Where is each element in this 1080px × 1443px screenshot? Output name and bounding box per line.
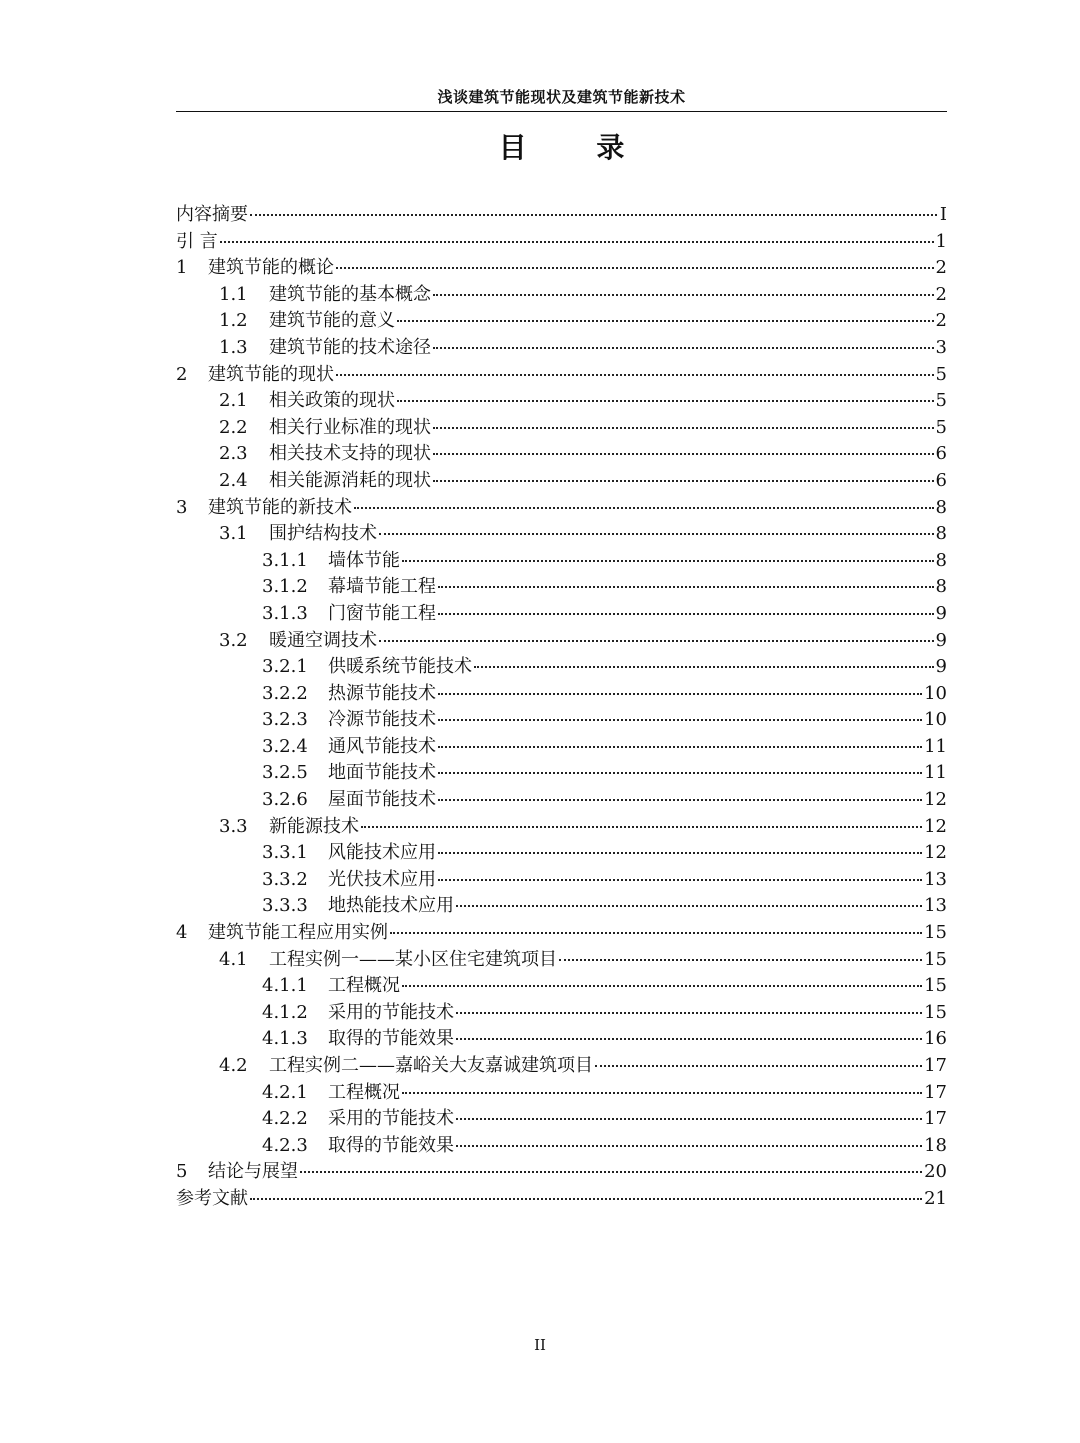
toc-entry-label: 相关行业标准的现状 xyxy=(269,416,431,438)
toc-leader-dots xyxy=(456,904,922,907)
toc-entry[interactable] xyxy=(176,441,947,468)
toc-entry-page: 8 xyxy=(935,523,947,545)
toc-leader-dots xyxy=(438,878,922,881)
toc-entry[interactable] xyxy=(176,760,947,787)
toc-entry[interactable] xyxy=(176,920,947,947)
toc-entry-label: 幕墙节能工程 xyxy=(328,576,436,598)
toc-entry-label: 工程概况 xyxy=(328,1081,400,1103)
toc-entry-page: 6 xyxy=(935,469,947,491)
toc-entry-number: 1.3 xyxy=(219,336,248,358)
toc-entry-number: 3.2.5 xyxy=(262,762,308,784)
toc-entry-number: 4.2.2 xyxy=(262,1108,308,1130)
toc-entry-number: 3.1.1 xyxy=(262,549,308,571)
toc-leader-dots xyxy=(456,1037,922,1040)
toc-leader-dots xyxy=(402,1091,922,1094)
running-header: 浅谈建筑节能现状及建筑节能新技术 xyxy=(437,88,686,106)
toc-entry[interactable] xyxy=(176,308,947,335)
toc-entry-label: 采用的节能技术 xyxy=(328,1108,454,1130)
toc-entry-number: 3.2 xyxy=(219,629,248,651)
toc-entry-number: 4.1.2 xyxy=(262,1001,308,1023)
toc-title: 目 录 xyxy=(498,131,655,164)
toc-leader-dots xyxy=(354,506,934,509)
toc-entry[interactable] xyxy=(176,681,947,708)
toc-entry-label: 工程概况 xyxy=(328,975,400,997)
toc-entry-label: 门窗节能工程 xyxy=(328,602,436,624)
toc-entry-page: 5 xyxy=(935,416,947,438)
toc-entry-page: 1 xyxy=(935,230,947,252)
toc-entry-number: 3.2.2 xyxy=(262,682,308,704)
toc-entry-label: 结论与展望 xyxy=(208,1161,298,1183)
toc-entry-page: 2 xyxy=(935,310,947,332)
toc-entry-page: 3 xyxy=(935,336,947,358)
toc-leader-dots xyxy=(438,851,922,854)
toc-entry-number: 2.3 xyxy=(219,443,248,465)
toc-entry-page: 9 xyxy=(935,656,947,678)
toc-entry-number: 2.4 xyxy=(219,469,248,491)
toc-entry-page: 13 xyxy=(924,868,947,890)
toc-entry-label: 引 言 xyxy=(176,230,218,252)
toc-entry[interactable] xyxy=(176,574,947,601)
toc-entry[interactable] xyxy=(176,1026,947,1053)
toc-leader-dots xyxy=(433,452,934,455)
toc-entry-label: 相关能源消耗的现状 xyxy=(269,469,431,491)
toc-leader-dots xyxy=(456,1144,922,1147)
toc-entry-label: 相关政策的现状 xyxy=(269,390,395,412)
toc-entry-number: 4.2.3 xyxy=(262,1134,308,1156)
toc-entry[interactable] xyxy=(176,282,947,309)
toc-entry-label: 光伏技术应用 xyxy=(328,868,436,890)
toc-entry-page: 13 xyxy=(924,895,947,917)
toc-entry-number: 3.3.3 xyxy=(262,895,308,917)
toc-entry[interactable] xyxy=(176,202,947,229)
toc-entry-page: 10 xyxy=(924,682,947,704)
toc-entry-number: 3.1 xyxy=(219,523,248,545)
toc-leader-dots xyxy=(438,585,934,588)
toc-entry[interactable] xyxy=(176,628,947,655)
toc-leader-dots xyxy=(433,346,934,349)
toc-entry[interactable] xyxy=(176,255,947,282)
toc-entry[interactable] xyxy=(176,814,947,841)
toc-entry-number: 2.2 xyxy=(219,416,248,438)
toc-entry-page: 9 xyxy=(935,629,947,651)
toc-entry[interactable] xyxy=(176,1159,947,1186)
toc-leader-dots xyxy=(379,532,934,535)
toc-entry[interactable] xyxy=(176,521,947,548)
toc-entry[interactable] xyxy=(176,840,947,867)
toc-entry-label: 取得的节能效果 xyxy=(328,1134,454,1156)
toc-entry-page: 12 xyxy=(924,842,947,864)
toc-entry[interactable] xyxy=(176,601,947,628)
toc-entry-label: 地面节能技术 xyxy=(328,762,436,784)
toc-entry-page: 11 xyxy=(924,762,947,784)
toc-entry-label: 供暖系统节能技术 xyxy=(328,656,472,678)
toc-entry-label: 地热能技术应用 xyxy=(328,895,454,917)
toc-entry[interactable] xyxy=(176,787,947,814)
toc-entry-label: 热源节能技术 xyxy=(328,682,436,704)
toc-entry-label: 暖通空调技术 xyxy=(269,629,377,651)
toc-leader-dots xyxy=(336,373,934,376)
toc-entry[interactable] xyxy=(176,947,947,974)
toc-entry-number: 1.1 xyxy=(219,283,248,305)
toc-entry-page: 12 xyxy=(924,815,947,837)
toc-entry-number: 4 xyxy=(176,922,188,944)
toc-leader-dots xyxy=(390,931,922,934)
toc-entry-page: 8 xyxy=(935,496,947,518)
toc-leader-dots xyxy=(438,692,922,695)
toc-entry-page: 2 xyxy=(935,283,947,305)
toc-leader-dots xyxy=(397,319,934,322)
toc-entry[interactable] xyxy=(176,388,947,415)
toc-entry-label: 冷源节能技术 xyxy=(328,709,436,731)
toc-entry-label: 建筑节能的意义 xyxy=(269,310,395,332)
toc-leader-dots xyxy=(438,718,922,721)
toc-entry-page: 2 xyxy=(935,257,947,279)
toc-leader-dots xyxy=(559,958,922,961)
toc-entry-number: 3.1.2 xyxy=(262,576,308,598)
toc-entry[interactable] xyxy=(176,1080,947,1107)
toc-entry-page: 15 xyxy=(924,975,947,997)
toc-entry[interactable] xyxy=(176,1133,947,1160)
toc-entry-label: 墙体节能 xyxy=(328,549,400,571)
page-number: II xyxy=(534,1336,546,1354)
toc-entry-number: 3.1.3 xyxy=(262,602,308,624)
toc-entry-label: 采用的节能技术 xyxy=(328,1001,454,1023)
toc-entry-number: 3.2.6 xyxy=(262,789,308,811)
toc-entry-page: 8 xyxy=(935,549,947,571)
toc-leader-dots xyxy=(438,612,934,615)
toc-entry-number: 1 xyxy=(176,257,188,279)
toc-entry-number: 4.2 xyxy=(219,1055,248,1076)
toc-entry[interactable] xyxy=(176,468,947,495)
toc-entry-number: 3 xyxy=(176,496,188,518)
toc-entry-page: 15 xyxy=(924,1001,947,1023)
toc-leader-dots xyxy=(220,240,934,243)
toc-entry-page: 8 xyxy=(935,576,947,598)
toc-entry-number: 4.2.1 xyxy=(262,1081,308,1103)
toc-entry-label: 屋面节能技术 xyxy=(328,789,436,811)
toc-leader-dots xyxy=(456,1011,922,1014)
toc-entry-number: 3.2.1 xyxy=(262,656,308,678)
toc-leader-dots xyxy=(361,825,922,828)
toc-entry-label: 工程实例二——嘉峪关大友嘉诚建筑项目 xyxy=(269,1055,593,1076)
toc-entry[interactable] xyxy=(176,973,947,1000)
toc-leader-dots xyxy=(402,559,934,562)
toc-entry-page: 17 xyxy=(924,1055,947,1076)
toc-entry-label: 内容摘要 xyxy=(176,204,248,225)
toc-entry-label: 建筑节能的基本概念 xyxy=(269,283,431,305)
toc-entry-page: 20 xyxy=(924,1161,947,1183)
toc-entry[interactable] xyxy=(176,867,947,894)
toc-entry[interactable] xyxy=(176,893,947,920)
toc-entry-label: 建筑节能的概论 xyxy=(208,257,334,279)
toc-entry-page: 15 xyxy=(924,922,947,944)
toc-leader-dots xyxy=(438,798,922,801)
toc-entry-number: 4.1 xyxy=(219,948,248,970)
toc-entry-label: 建筑节能的现状 xyxy=(208,363,334,385)
toc-leader-dots xyxy=(474,665,934,668)
toc-entry[interactable] xyxy=(176,229,947,256)
toc-entry-label: 建筑节能工程应用实例 xyxy=(208,922,388,944)
toc-entry[interactable] xyxy=(176,1000,947,1027)
toc-entry-label: 围护结构技术 xyxy=(269,523,377,545)
toc-entry[interactable] xyxy=(176,1186,947,1213)
toc-entry-number: 3.3 xyxy=(219,815,248,837)
toc-entry-page: 11 xyxy=(924,735,947,757)
toc-entry[interactable] xyxy=(176,335,947,362)
toc-leader-dots xyxy=(433,293,934,296)
toc-leader-dots xyxy=(402,984,922,987)
toc-entry[interactable] xyxy=(176,1053,947,1080)
toc-entry-label: 相关技术支持的现状 xyxy=(269,443,431,465)
toc-leader-dots xyxy=(433,479,934,482)
toc-entry[interactable] xyxy=(176,362,947,389)
toc-entry-page: 18 xyxy=(924,1134,947,1156)
toc-entry-number: 5 xyxy=(176,1161,188,1183)
toc-entry-label: 建筑节能的新技术 xyxy=(208,496,352,518)
toc-leader-dots xyxy=(300,1170,922,1173)
toc-leader-dots xyxy=(397,399,934,402)
toc-entry[interactable] xyxy=(176,415,947,442)
toc-entry-page: 9 xyxy=(935,602,947,624)
toc-entry-number: 3.2.4 xyxy=(262,735,308,757)
toc-entry[interactable] xyxy=(176,707,947,734)
toc-entry[interactable] xyxy=(176,654,947,681)
toc-entry-page: 17 xyxy=(924,1081,947,1103)
toc-entry-page: 6 xyxy=(935,443,947,465)
toc-entry-page: 5 xyxy=(935,363,947,385)
header-rule xyxy=(176,111,947,112)
toc-leader-dots xyxy=(433,426,934,429)
toc-entry[interactable] xyxy=(176,734,947,761)
toc-entry-page: 10 xyxy=(924,709,947,731)
toc-entry-number: 4.1.1 xyxy=(262,975,308,997)
toc-leader-dots xyxy=(438,771,922,774)
toc-entry-label: 新能源技术 xyxy=(269,815,359,837)
toc-leader-dots xyxy=(336,266,934,269)
toc-entry-page: 15 xyxy=(924,948,947,970)
toc-leader-dots xyxy=(379,639,934,642)
toc-leader-dots xyxy=(250,213,937,216)
toc-leader-dots xyxy=(456,1117,922,1120)
toc-entry[interactable] xyxy=(176,548,947,575)
toc-entry-page: 17 xyxy=(924,1108,947,1130)
toc-entry-number: 4.1.3 xyxy=(262,1028,308,1050)
toc-entry-label: 工程实例一——某小区住宅建筑项目 xyxy=(269,948,557,970)
toc-entry-page: 16 xyxy=(924,1028,947,1050)
toc-entry-number: 3.3.2 xyxy=(262,868,308,890)
toc-entry-label: 建筑节能的技术途径 xyxy=(269,336,431,358)
toc-entry-number: 3.3.1 xyxy=(262,842,308,864)
toc-leader-dots xyxy=(595,1064,922,1067)
table-of-contents xyxy=(176,202,947,1213)
toc-leader-dots xyxy=(250,1197,922,1200)
toc-entry-label: 通风节能技术 xyxy=(328,735,436,757)
toc-entry-number: 2.1 xyxy=(219,390,248,412)
toc-entry-page: I xyxy=(939,204,947,225)
toc-entry-label: 参考文献 xyxy=(176,1187,248,1209)
toc-entry[interactable] xyxy=(176,495,947,522)
toc-entry-label: 风能技术应用 xyxy=(328,842,436,864)
toc-entry[interactable] xyxy=(176,1106,947,1133)
toc-entry-number: 2 xyxy=(176,363,188,385)
toc-leader-dots xyxy=(438,745,922,748)
toc-entry-page: 21 xyxy=(924,1187,947,1209)
toc-entry-page: 5 xyxy=(935,390,947,412)
toc-entry-number: 3.2.3 xyxy=(262,709,308,731)
toc-entry-page: 12 xyxy=(924,789,947,811)
toc-entry-number: 1.2 xyxy=(219,310,248,332)
toc-entry-label: 取得的节能效果 xyxy=(328,1028,454,1050)
